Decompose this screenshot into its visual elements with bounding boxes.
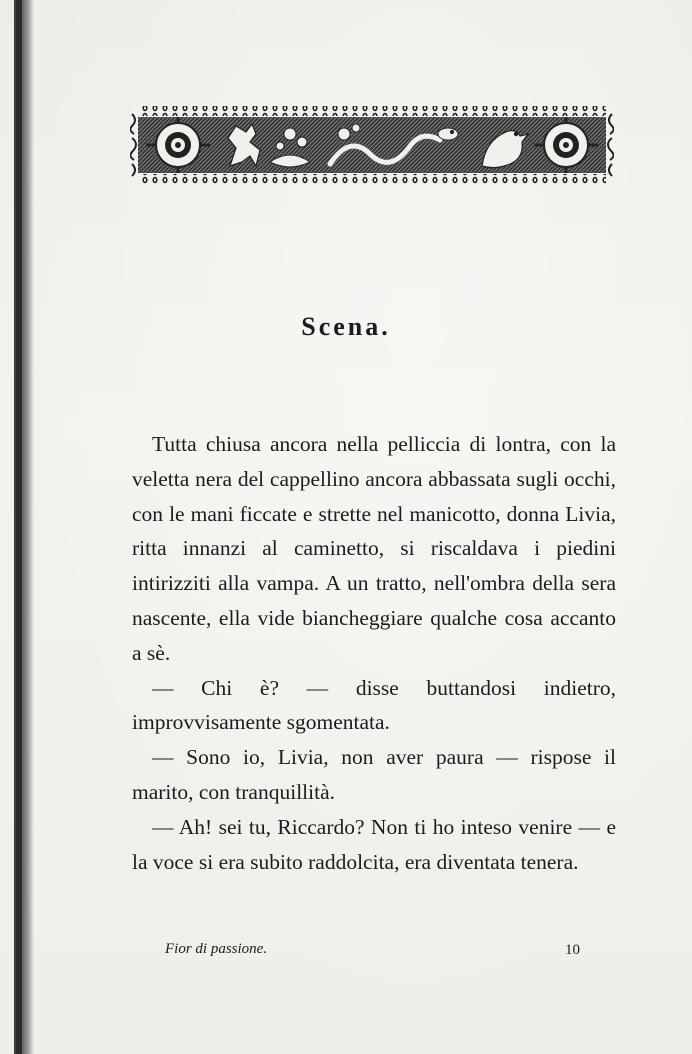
paragraph: — Sono io, Livia, non aver paura — rispose il marito, con tranquillità. [132, 745, 616, 804]
body-text [132, 427, 616, 879]
scene-heading: Scena. [301, 312, 391, 341]
running-footer-title: Fior di passione. [165, 941, 268, 957]
decorative-headpiece-icon [130, 104, 614, 186]
paragraph: — Ah! sei tu, Riccardo? Non ti ho inteso venire — e la voce si era subito raddolcita, era diventata tenera. [132, 814, 616, 874]
paragraph: — Chi è? — disse buttandosi indietro, improvvisamente sgomentata. [132, 675, 616, 735]
page-number: 10 [565, 942, 580, 958]
book-spine-edge [16, 0, 22, 1054]
paragraph: Tutta chiusa ancora nella pelliccia di lontra, con la veletta nera del cappellino ancora abbassata sugli occhi, con le mani ficcate e strette nel manicotto, donna Livia, ritta innanzi al caminetto, si riscaldava i piedini intirizziti alla vampa. A un tratto, nell'ombra della sera nascente, ella vide biancheggiare qualche cosa accanto a sè. [132, 432, 616, 665]
